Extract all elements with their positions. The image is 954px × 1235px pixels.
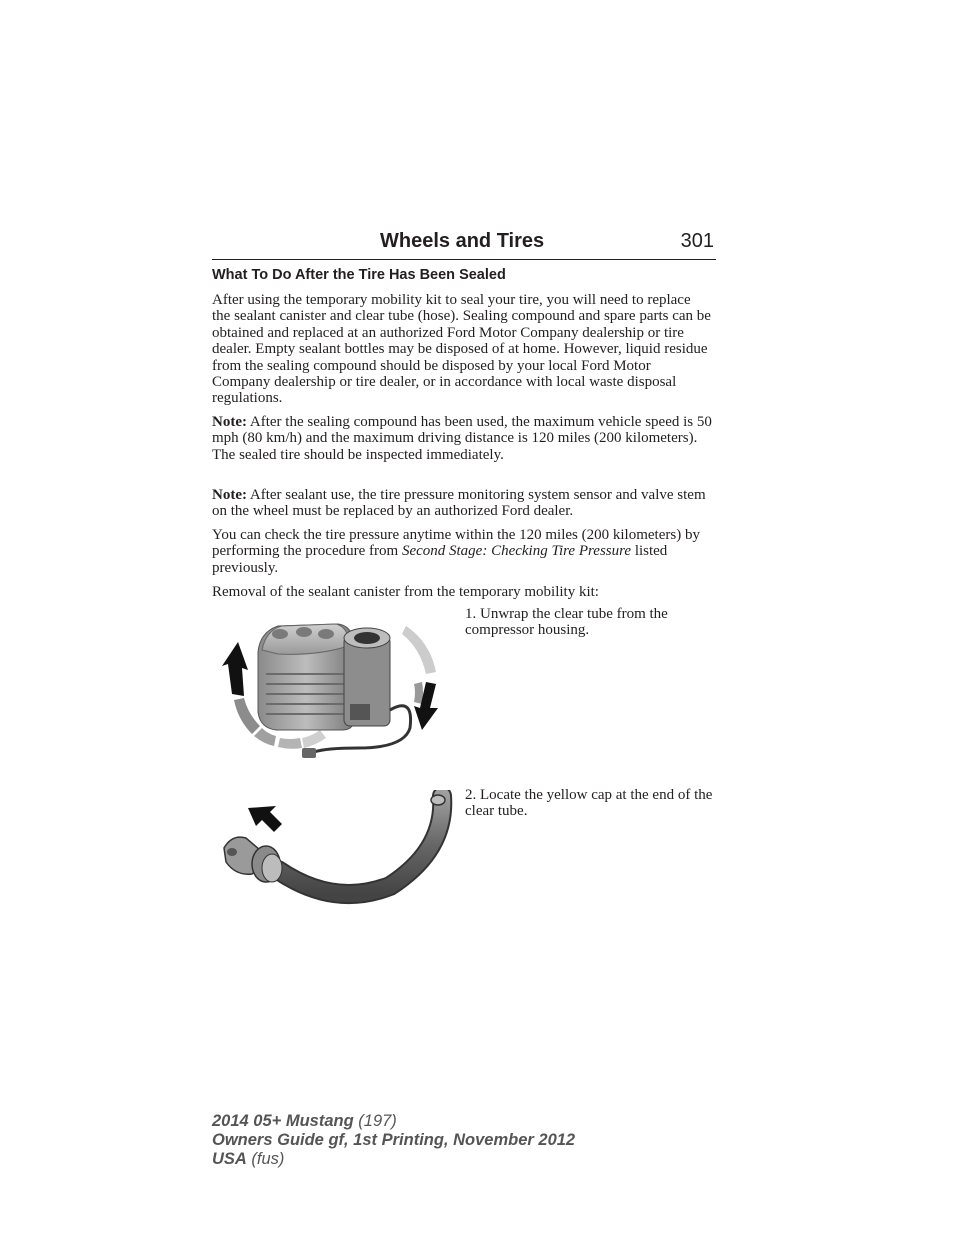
clear-tube-illustration bbox=[214, 790, 454, 906]
arrow-pointer-icon bbox=[248, 806, 282, 832]
text-run: You can check the tire pressure anytime within the 120 miles (200 kilometers) by performing the procedure from bbox=[212, 527, 700, 560]
note-label: Note: bbox=[212, 487, 247, 503]
note-tpms-sensor bbox=[212, 487, 712, 520]
step-locate-cap: 2. Locate the yellow cap at the end of the clear tube. bbox=[465, 787, 713, 820]
footer-model: 2014 05+ Mustang bbox=[212, 1112, 354, 1130]
tube-connector bbox=[302, 748, 316, 758]
footer-market-code: (fus) bbox=[246, 1150, 285, 1168]
section-heading: What To Do After the Tire Has Been Sealed bbox=[212, 267, 506, 283]
paragraph-removal-intro: Removal of the sealant canister from the temporary mobility kit: bbox=[212, 584, 599, 600]
page-number: 301 bbox=[680, 230, 714, 252]
page-header bbox=[212, 229, 716, 260]
footer-line-1 bbox=[212, 1112, 575, 1131]
page-title: Wheels and Tires bbox=[380, 230, 545, 252]
note-text: After sealant use, the tire pressure monitoring system sensor and valve stem on the wheel must be replaced by an authorized Ford dealer. bbox=[212, 487, 706, 520]
cross-reference: Second Stage: Checking Tire Pressure bbox=[401, 543, 632, 560]
note-max-speed bbox=[212, 414, 712, 463]
paragraph-check-pressure bbox=[212, 527, 712, 576]
sealant-canister bbox=[344, 628, 390, 726]
compressor-illustration bbox=[218, 612, 458, 770]
note-text: After the sealing compound has been used, the maximum vehicle speed is 50 mph (80 km/h) and the maximum driving distance is 120 miles (200 kilometers). The sealed tire should be inspected immediately. bbox=[212, 414, 712, 463]
compressor-body bbox=[258, 624, 354, 730]
footer-line-3 bbox=[212, 1150, 575, 1169]
step-unwrap-tube: 1. Unwrap the clear tube from the compressor housing. bbox=[465, 606, 668, 639]
paragraph-replace-canister: After using the temporary mobility kit to seal your tire, you will need to replace the sealant canister and clear tube (hose). Sealing compound and spare parts can be obtained and replaced at an authorized Ford Motor Company dealership or tire dealer. Empty sealant bottles may be disposed of at home. However, liquid residue from the sealing compound should be disposed by your local Ford Motor Company dealership or tire dealer, or in accordance with local waste disposal regulations. bbox=[212, 292, 711, 407]
footer-model-code: (197) bbox=[353, 1112, 397, 1130]
note-label: Note: bbox=[212, 414, 247, 430]
footer-line-2 bbox=[212, 1131, 575, 1150]
page-footer bbox=[212, 1112, 575, 1169]
yellow-cap bbox=[224, 837, 282, 882]
footer-printing: Owners Guide gf, 1st Printing, November 2012 bbox=[212, 1131, 576, 1149]
text-run: listed previously. bbox=[212, 543, 668, 576]
footer-market: USA bbox=[212, 1150, 247, 1168]
arrow-up-icon bbox=[222, 642, 248, 696]
